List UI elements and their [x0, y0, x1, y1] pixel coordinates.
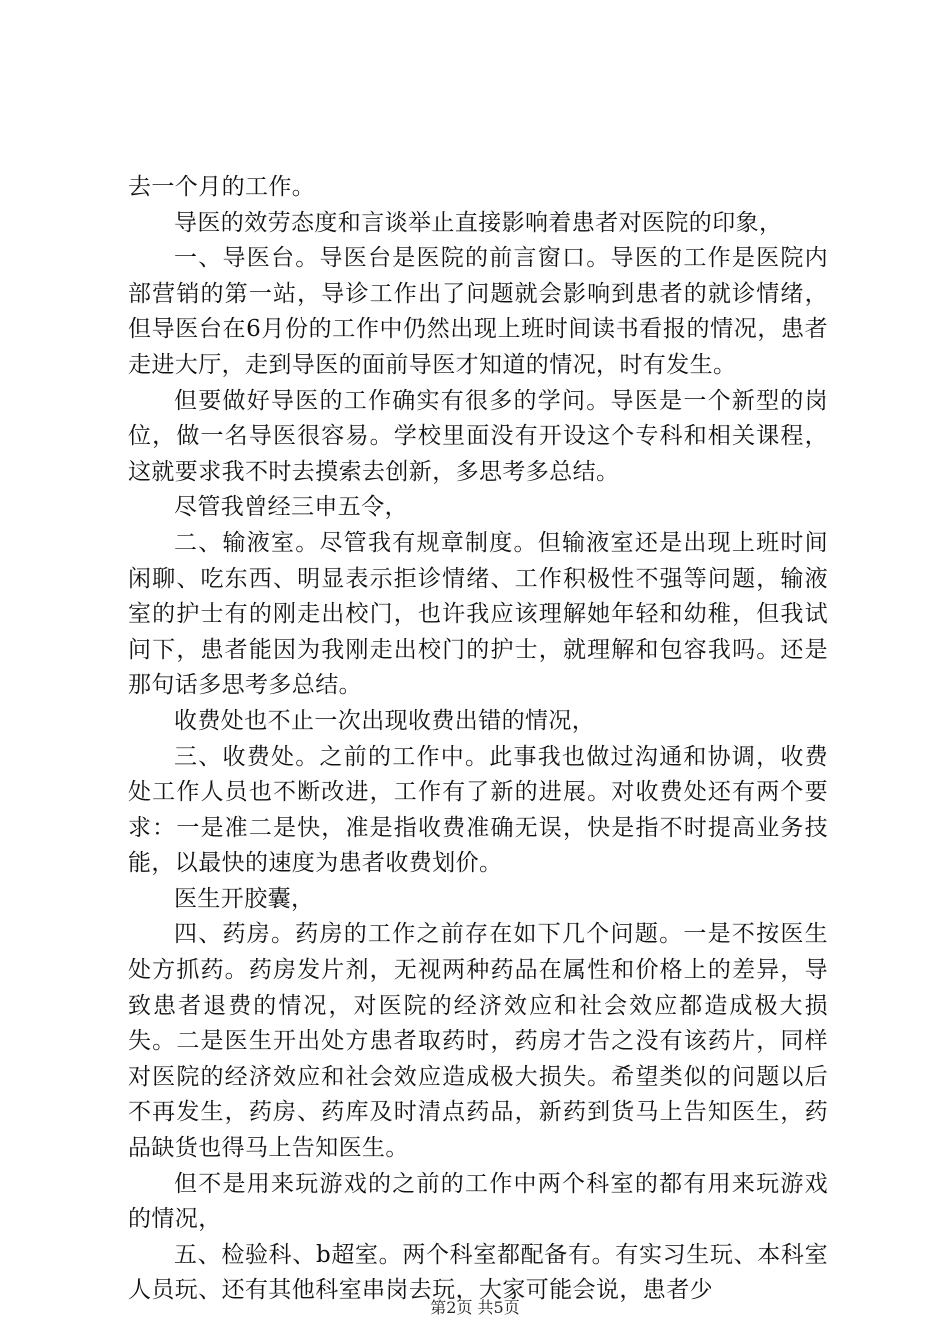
paragraph: 四、药房。药房的工作之前存在如下几个问题。一是不按医生处方抓药。药房发片剂，无视两种药品在属性和价格上的差异，导致患者退费的情况，对医院的经济效应和社会效应都造成极大损失。二是医生开出处方患者取药时，药房才告之没有该药片，同样对医院的经济效应和社会效应造成极大损失。希望类似的问题以后不再发生，药房、药库及时清点药品，新药到货马上告知医生，药品缺货也得马上告知医生。 — [128, 921, 828, 1162]
paragraph: 五、检验科、b超室。两个科室都配备有。有实习生玩、本科室人员玩、还有其他科室串岗去玩，大家可能会说，患者少 — [128, 1241, 828, 1304]
paragraph: 一、导医台。导医台是医院的前言窗口。导医的工作是医院内部营销的第一站，导诊工作出了问题就会影响到患者的就诊情绪，但导医台在6月份的工作中仍然出现上班时间读书看报的情况，患者走进大厅，走到导医的面前导医才知道的情况，时有发生。 — [128, 245, 828, 378]
paragraph: 收费处也不止一次出现收费出错的情况， — [174, 707, 596, 734]
paragraph: 医生开胶囊， — [174, 885, 315, 912]
paragraph: 但要做好导医的工作确实有很多的学问。导医是一个新型的岗位，做一名导医很容易。学校里面没有开设这个专科和相关课程，这就要求我不时去摸索去创新，多思考多总结。 — [128, 387, 828, 485]
paragraph: 导医的效劳态度和言谈举止直接影响着患者对医院的印象， — [174, 209, 783, 236]
paragraph: 二、输液室。尽管我有规章制度。但输液室还是出现上班时间闲聊、吃东西、明显表示拒诊情绪、工作积极性不强等问题，输液室的护士有的刚走出校门，也许我应该理解她年轻和幼稚，但我试问下，患者能因为我刚走出校门的护士，就理解和包容我吗。还是那句话多思考多总结。 — [128, 529, 828, 699]
paragraph: 去一个月的工作。 — [128, 174, 316, 200]
paragraph: 尽管我曾经三申五令， — [174, 494, 408, 521]
paragraph: 但不是用来玩游戏的之前的工作中两个科室的都有用来玩游戏的情况， — [128, 1170, 828, 1233]
paragraph: 三、收费处。之前的工作中。此事我也做过沟通和协调，收费处工作人员也不断改进，工作有了新的进展。对收费处还有两个要求：一是准二是快，准是指收费准确无误，快是指不时提高业务技能，以最快的速度为患者收费划价。 — [128, 743, 828, 877]
page-number-footer: 第2页 共5页 — [430, 1298, 520, 1317]
document-body — [128, 170, 828, 1309]
